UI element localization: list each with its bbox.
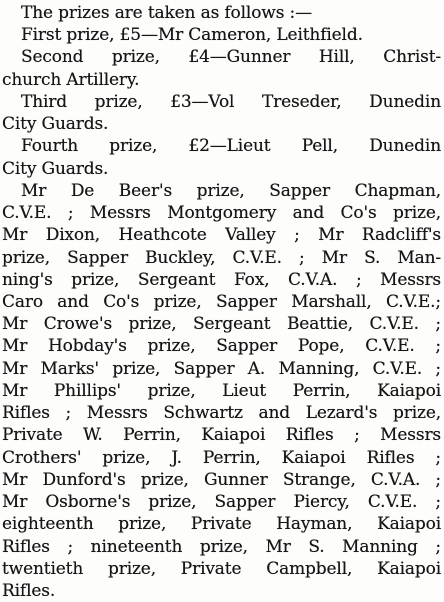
text-line: Mr Hobday's prize, Sapper Pope, C.V.E. ; bbox=[2, 336, 441, 356]
fourth-prize-line: Fourth prize, £2—Lieut Pell, Dunedin bbox=[21, 136, 441, 156]
text-line: Private W. Perrin, Kaiapoi Rifles ; Messrs bbox=[2, 425, 441, 445]
text-line: Mr Crowe's prize, Sergeant Beattie, C.V.E. ; bbox=[2, 314, 441, 334]
text-line: C.V.E. ; Messrs Montgomery and Co's prize, bbox=[2, 203, 441, 223]
text-line: Crothers' prize, J. Perrin, Kaiapoi Rifles ; bbox=[2, 448, 441, 468]
text-line: City Guards. bbox=[2, 159, 109, 179]
text-line: Mr Dixon, Heathcote Valley ; Mr Radcliff's bbox=[2, 225, 441, 245]
text-line: Mr Marks' prize, Sapper A. Manning, C.V.E. ; bbox=[2, 359, 441, 379]
text-line: eighteenth prize, Private Hayman, Kaiapoi bbox=[2, 514, 441, 534]
text-line: Mr Osborne's prize, Sapper Piercy, C.V.E. ; bbox=[2, 492, 441, 512]
text-line: church Artillery. bbox=[2, 70, 140, 90]
text-line: twentieth prize, Private Campbell, Kaiapoi bbox=[2, 559, 441, 579]
text-line: Mr De Beer's prize, Sapper Chapman, bbox=[21, 181, 441, 201]
text-line: prize, Sapper Buckley, C.V.E. ; Mr S. Man- bbox=[2, 248, 441, 268]
text-line: Rifles ; Messrs Schwartz and Lezard's prize, bbox=[2, 403, 441, 423]
text-line: City Guards. bbox=[2, 114, 109, 134]
text-line: Mr Phillips' prize, Lieut Perrin, Kaiapoi bbox=[2, 381, 441, 401]
third-prize-line: Third prize, £3—Vol Treseder, Dunedin bbox=[21, 92, 441, 112]
text-line: Rifles. bbox=[2, 581, 56, 601]
intro-line: The prizes are taken as follows :— bbox=[21, 3, 312, 23]
text-line: Rifles ; nineteenth prize, Mr S. Manning ; bbox=[2, 537, 441, 557]
first-prize-line: First prize, £5—Mr Cameron, Leithfield. bbox=[21, 25, 363, 45]
text-line: Mr Dunford's prize, Gunner Strange, C.V.A. ; bbox=[2, 470, 441, 490]
text-line: ning's prize, Sergeant Fox, C.V.A. ; Messrs bbox=[2, 270, 441, 290]
second-prize-line: Second prize, £4—Gunner Hill, Christ- bbox=[21, 47, 441, 67]
text-line: Caro and Co's prize, Sapper Marshall, C.V.E.; bbox=[2, 292, 441, 312]
